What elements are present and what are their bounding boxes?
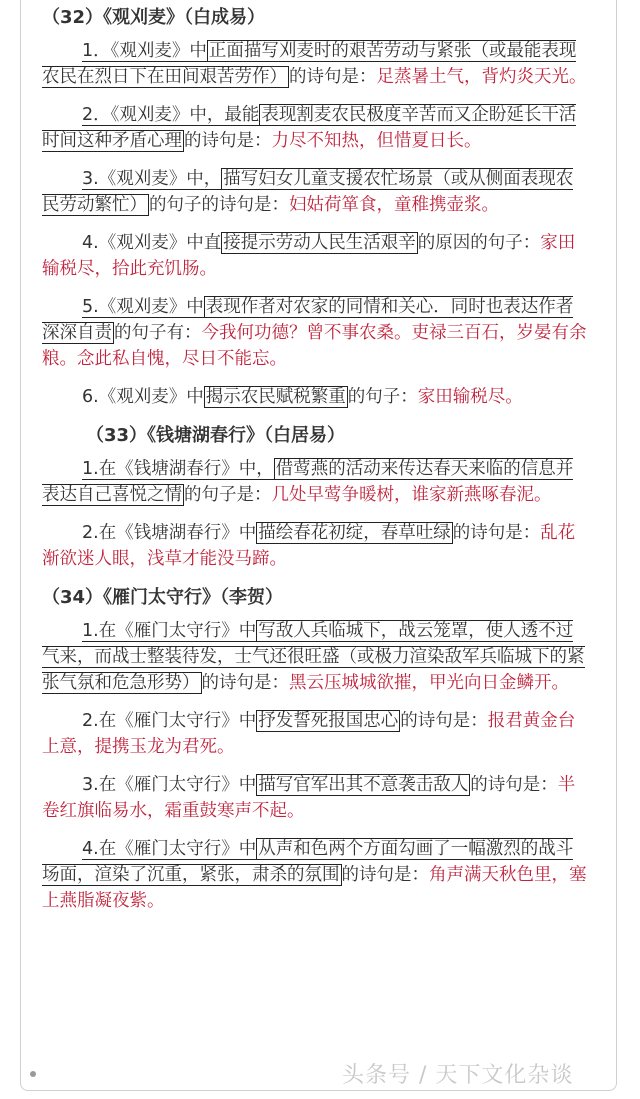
boxed-keyword: 表现割麦农民极度辛苦而又企盼延长干活时间这种矛盾心理	[42, 105, 577, 151]
question-prompt: 2．《观刈麦》中，最能 表现割麦农民极度辛苦而又企盼延长干活时间这种矛盾心理	[42, 105, 577, 151]
section-heading-33: （33）《钱塘湖春行》（白居易）	[86, 425, 346, 446]
question-suffix: 的句子是：	[184, 485, 272, 505]
question-suffix: 的诗句是：	[201, 673, 289, 693]
question-item	[42, 230, 587, 282]
question-item	[42, 456, 587, 508]
question-item	[42, 772, 587, 824]
section-heading-34: （34）《雁门太守行》（李贺）	[42, 587, 284, 608]
boxed-keyword: 描写官军出其不意袭击敌人	[258, 775, 469, 795]
answer-text: 力尽不知热，但惜夏日长。	[271, 131, 482, 151]
question-prompt: 6.《观刈麦》中 揭示农民赋税繁重	[82, 387, 346, 407]
boxed-keyword: 接提示劳动人民生活艰辛	[223, 233, 416, 253]
question-suffix: 的诗句是：	[341, 865, 429, 885]
boxed-keyword: 正面描写刈麦时的艰苦劳动与紧张（或最能表现农民在烈日下在田间艰苦劳作）	[42, 41, 577, 87]
question-prompt: 5.《观刈麦》中 表现作者对农家的同情和关心．同时也表达作者深深自责	[42, 297, 574, 343]
boxed-keyword: 描写妇女儿童支援农忙场景（或从侧面表现农民劳动繁忙）	[42, 169, 574, 215]
question-item	[42, 38, 587, 90]
question-item	[42, 618, 587, 696]
question-prompt: 1.在《雁门太守行》中 写敌人兵临城下，战云笼罩，使人透不过气来，而战士整装待发，士气还很旺盛（或极力渲染敌军兵临城下的紧张气氛和危急形势）	[42, 621, 585, 693]
question-prompt: 2.在《雁门太守行》中 抒发誓死报国忠心	[82, 711, 399, 731]
question-suffix: 的诗句是：	[184, 131, 272, 151]
answer-text: 家田输税尽。	[417, 387, 523, 407]
answer-text: 报君黄金台上意，提携玉龙为君死。	[42, 711, 576, 757]
question-item	[42, 102, 587, 154]
answer-text: 角声满天秋色里，塞上燕脂凝夜紫。	[42, 865, 587, 911]
question-prompt: 1．《观刈麦》中 正面描写刈麦时的艰苦劳动与紧张（或最能表现农民在烈日下在田间艰苦劳作）	[42, 41, 577, 87]
question-prompt: 3.在《雁门太守行》中 描写官军出其不意袭击敌人	[82, 775, 469, 795]
boxed-keyword: 揭示农民赋税繁重	[205, 387, 346, 407]
question-suffix: 的句子有：	[114, 323, 202, 343]
boxed-keyword: 抒发誓死报国忠心	[258, 711, 399, 731]
answer-text: 几处早莺争暖树，谁家新燕啄春泥。	[271, 485, 552, 505]
question-item	[42, 166, 587, 218]
answer-text: 半卷红旗临易水，霜重鼓寒声不起。	[42, 775, 576, 821]
question-item	[42, 836, 587, 914]
boxed-keyword: 写敌人兵临城下，战云笼罩，使人透不过气来，而战士整装待发，士气还很旺盛（或极力渲染敌军兵临城下的紧张气氛和危急形势）	[42, 621, 585, 693]
answer-text: 乱花渐欲迷人眼，浅草才能没马蹄。	[42, 523, 576, 569]
boxed-keyword: 表现作者对农家的同情和关心．同时也表达作者深深自责	[42, 297, 574, 343]
article-body	[42, 4, 587, 926]
question-suffix: 的句子的诗句是：	[149, 195, 289, 215]
question-item	[42, 294, 587, 372]
boxed-keyword: 描绘春花初绽，春草吐绿	[258, 523, 451, 543]
question-prompt: 4.《观刈麦》中直 接提示劳动人民生活艰辛	[82, 233, 416, 253]
question-prompt: 3.《观刈麦》中， 描写妇女儿童支援农忙场景（或从侧面表现农民劳动繁忙）	[42, 169, 574, 215]
watermark: 头条号 / 天下文化杂谈	[342, 1063, 574, 1088]
question-item	[42, 384, 587, 410]
question-suffix: 的诗句是：	[470, 775, 558, 795]
question-suffix: 的诗句是：	[289, 67, 377, 87]
question-item	[42, 708, 587, 760]
answer-text: 家田输税尽，拾此充饥肠。	[42, 233, 576, 279]
boxed-keyword: 从声和色两个方面勾画了一幅激烈的战斗场面，渲染了沉重，紧张，肃杀的氛围	[42, 839, 574, 885]
question-suffix: 的诗句是：	[452, 523, 541, 543]
question-suffix: 的句子：	[347, 387, 418, 407]
page-indicator-dot	[30, 1071, 36, 1077]
question-item	[42, 520, 587, 572]
answer-text: 今我何功德？曾不事农桑。吏禄三百石，岁晏有余粮。念此私自愧，尽日不能忘。	[42, 323, 587, 369]
question-prompt: 4.在《雁门太守行》中 从声和色两个方面勾画了一幅激烈的战斗场面，渲染了沉重，紧张，肃杀的氛围	[42, 839, 574, 885]
question-prompt: 2.在《钱塘湖春行》中 描绘春花初绽，春草吐绿	[82, 523, 451, 543]
boxed-keyword: 借莺燕的活动来传达春天来临的信息并表达自己喜悦之情	[42, 459, 574, 505]
answer-text: 黑云压城城欲摧，甲光向日金鳞开。	[289, 673, 569, 693]
answer-text: 妇姑荷箪食，童稚携壶浆。	[289, 195, 499, 215]
question-suffix: 的原因的句子：	[417, 233, 541, 253]
question-prompt: 1.在《钱塘湖春行》中， 借莺燕的活动来传达春天来临的信息并表达自己喜悦之情	[42, 459, 574, 505]
answer-text: 足蒸暑土气，背灼炎天光。	[376, 67, 587, 87]
question-suffix: 的诗句是：	[400, 711, 488, 731]
section-heading-32: （32）《观刈麦》（白成易）	[42, 7, 266, 28]
